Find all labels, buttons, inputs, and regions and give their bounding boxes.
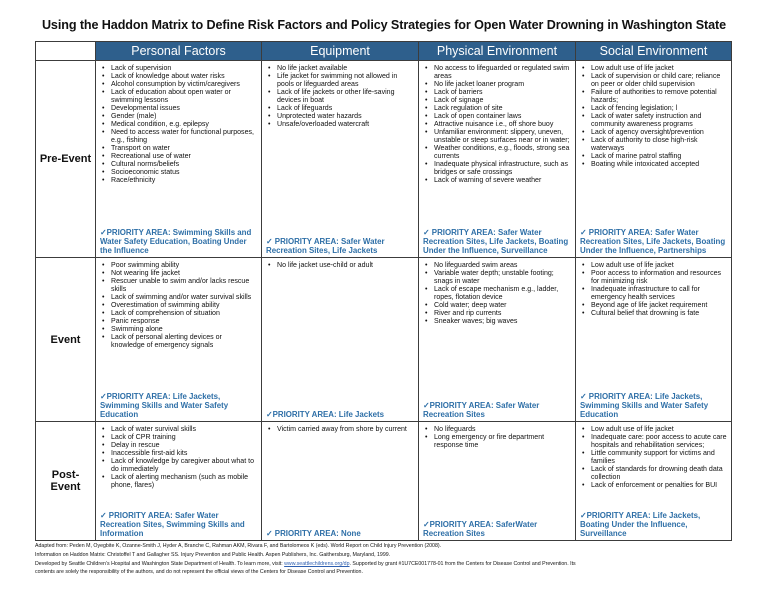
risk-factor-item: • Medical condition, e.g. epilepsy (100, 121, 257, 129)
priority-area-note: ✓ PRIORITY AREA: Safer Water Recreation Sites, Swimming Skills and Information (100, 511, 245, 538)
footer-developed-by (35, 560, 735, 569)
risk-factor-list (423, 262, 571, 326)
risk-factor-item: • Delay in rescue (100, 442, 257, 450)
risk-factor-item: • Not wearing life jacket (100, 270, 257, 278)
risk-factor-item: • Cold water; deep water (423, 302, 571, 310)
risk-factor-item: • Inaccessible first-aid kits (100, 450, 257, 458)
risk-factor-item: • Unfamiliar environment: slippery, uneven, unstable or steep surfaces near or in water; (423, 129, 571, 145)
cell-content (580, 65, 727, 255)
risk-factor-item: • Lack of supervision or child care; reliance on peer or older child supervision (580, 73, 727, 89)
footer-disclaimer: contents are solely the responsibility of the authors, and do not represent the official views of the Centers for Disease Control and Prevention. (35, 569, 363, 576)
row-event (36, 258, 732, 422)
risk-factor-item: • Lack of knowledge about water risks (100, 73, 257, 81)
cell-pre-event-personal (96, 61, 262, 258)
risk-factor-item: • Alcohol consumption by victim/caregivers (100, 81, 257, 89)
risk-factor-item: • Little community support for victims and families (580, 450, 727, 466)
risk-factor-item: • Lack of personal alerting devices or knowledge of emergency signals (100, 334, 257, 350)
cell-post-event-social (576, 422, 732, 541)
risk-factor-item: • Cultural norms/beliefs (100, 161, 257, 169)
risk-factor-item: • Lack of CPR training (100, 434, 257, 442)
risk-factor-item: • No lifeguarded swim areas (423, 262, 571, 270)
risk-factor-list (266, 262, 414, 270)
risk-factor-item: • Poor access to information and resources for minimizing risk (580, 270, 727, 286)
risk-factor-item: • Poor swimming ability (100, 262, 257, 270)
risk-factor-item: • Lack regulation of site (423, 105, 571, 113)
risk-factor-item: • Failure of authorities to remove potential hazards; (580, 89, 727, 105)
cell-content (100, 65, 257, 255)
footer-credits (35, 542, 735, 577)
risk-factor-item: • Weather conditions, e.g., floods, strong sea currents (423, 145, 571, 161)
risk-factor-item: • Race/ethnicity (100, 177, 257, 185)
cell-content (266, 262, 414, 419)
risk-factor-item: • Gender (male) (100, 113, 257, 121)
footer-website-link[interactable]: www.seattlechildrens.org/dp (284, 560, 350, 567)
risk-factor-list (423, 426, 571, 450)
cell-pre-event-equipment (262, 61, 419, 258)
risk-factor-item: • Unprotected water hazards (266, 113, 414, 121)
risk-factor-list (580, 65, 727, 169)
risk-factor-item: • Lack of lifeguards (266, 105, 414, 113)
cell-event-personal (96, 258, 262, 422)
row-post-event (36, 422, 732, 541)
cell-pre-event-physical (419, 61, 576, 258)
risk-factor-item: • Low adult use of life jacket (580, 426, 727, 434)
risk-factor-item: • Socioeconomic status (100, 169, 257, 177)
risk-factor-item: • Lack of standards for drowning death data collection (580, 466, 727, 482)
risk-factor-list (266, 426, 414, 434)
risk-factor-item: • Lack of knowledge by caregiver about what to do immediately (100, 458, 257, 474)
cell-content (423, 426, 571, 538)
risk-factor-item: • Lack of water safety instruction and community awareness programs (580, 113, 727, 129)
risk-factor-item: • No access to lifeguarded or regulated swim areas (423, 65, 571, 81)
footer-developed-by-text: Developed by Seattle Children’s Hospital and Washington State Department of Health. To learn more, visit: (35, 560, 285, 567)
risk-factor-item: • Victim carried away from shore by current (266, 426, 414, 434)
risk-factor-item: • Low adult use of life jacket (580, 262, 727, 270)
risk-factor-item: • Beyond age of life jacket requirement (580, 302, 727, 310)
page-title: Using the Haddon Matrix to Define Risk Factors and Policy Strategies for Open Water Drowning in Washington State (41, 18, 727, 32)
row-header-pre-event: Pre-Event (36, 61, 96, 258)
cell-pre-event-social (576, 61, 732, 258)
risk-factor-item: • Life jacket for swimming not allowed in pools or lifeguarded areas (266, 73, 414, 89)
cell-content (100, 262, 257, 419)
cell-content (266, 426, 414, 538)
cell-post-event-equipment (262, 422, 419, 541)
cell-content (266, 65, 414, 255)
cell-event-equipment (262, 258, 419, 422)
risk-factor-item: • Overestimation of swimming ability (100, 302, 257, 310)
risk-factor-item: • Inadequate physical infrastructure, such as bridges or safe crossings (423, 161, 571, 177)
priority-area-note: ✓PRIORITY AREA: Life Jackets, Boating Under the Influence, Surveillance (580, 511, 701, 538)
priority-area-note: ✓PRIORITY AREA: Safer Water Recreation Sites (423, 401, 540, 419)
risk-factor-item: • Cultural belief that drowning is fate (580, 310, 727, 318)
priority-area-note: ✓ PRIORITY AREA: None (266, 529, 361, 538)
risk-factor-item: • Lack of authority to close high-risk waterways (580, 137, 727, 153)
risk-factor-item: • Lack of signage (423, 97, 571, 105)
risk-factor-item: • Lack of life jackets or other life-saving devices in boat (266, 89, 414, 105)
footer-grant-text: . Supported by grant #1U7CE001778-01 from the Centers for Disease Control and Prevention. Its (349, 560, 576, 567)
risk-factor-item: • Rescuer unable to swim and/or lacks rescue skills (100, 278, 257, 294)
risk-factor-item: • Lack of warning of severe weather (423, 177, 571, 185)
risk-factor-list (100, 262, 257, 350)
cell-content (580, 262, 727, 419)
column-header-equipment: Equipment (262, 42, 419, 61)
risk-factor-item: • Lack of alerting mechanism (such as mobile phone, flares) (100, 474, 257, 490)
risk-factor-item: • Transport on water (100, 145, 257, 153)
cell-event-physical (419, 258, 576, 422)
risk-factor-item: • Low adult use of life jacket (580, 65, 727, 73)
row-header-event: Event (36, 258, 96, 422)
priority-area-note: ✓ PRIORITY AREA: Safer Water Recreation Sites, Life Jackets, Boating Under the Influence, Surveillance (423, 228, 569, 255)
cell-event-social (576, 258, 732, 422)
risk-factor-item: • Lack of water survival skills (100, 426, 257, 434)
risk-factor-item: • No lifeguards (423, 426, 571, 434)
priority-area-note: ✓PRIORITY AREA: Swimming Skills and Water Safety Education, Boating Under the Influence (100, 228, 252, 255)
row-header-post-event (36, 422, 96, 541)
risk-factor-item: • Lack of comprehension of situation (100, 310, 257, 318)
risk-factor-item: • Panic response (100, 318, 257, 326)
risk-factor-list (580, 426, 727, 490)
risk-factor-item: • Developmental issues (100, 105, 257, 113)
priority-area-note: ✓ PRIORITY AREA: Life Jackets, Swimming Skills and Water Safety Education (580, 392, 709, 419)
row-pre-event (36, 61, 732, 258)
risk-factor-item: • No life jacket available (266, 65, 414, 73)
priority-area-note: ✓ PRIORITY AREA: Safer Water Recreation Sites, Life Jackets (266, 237, 385, 255)
risk-factor-item: • Lack of open container laws (423, 113, 571, 121)
risk-factor-item: • Lack of supervision (100, 65, 257, 73)
priority-area-note: ✓PRIORITY AREA: Life Jackets (266, 410, 384, 419)
risk-factor-item: • Lack of enforcement or penalties for BUI (580, 482, 727, 490)
risk-factor-list (423, 65, 571, 185)
risk-factor-item: • Long emergency or fire department response time (423, 434, 571, 450)
risk-factor-list (266, 65, 414, 129)
priority-area-note: ✓PRIORITY AREA: SaferWater Recreation Sites (423, 520, 538, 538)
risk-factor-list (100, 426, 257, 490)
risk-factor-list (100, 65, 257, 185)
risk-factor-item: • Lack of agency oversight/prevention (580, 129, 727, 137)
priority-area-note: ✓PRIORITY AREA: Life Jackets, Swimming Skills and Water Safety Education (100, 392, 229, 419)
risk-factor-item: • Lack of marine patrol staffing (580, 153, 727, 161)
risk-factor-item: • Swimming alone (100, 326, 257, 334)
risk-factor-item: • Boating while intoxicated accepted (580, 161, 727, 169)
column-header-social-environment: Social Environment (576, 42, 732, 61)
risk-factor-item: • River and rip currents (423, 310, 571, 318)
risk-factor-item: • Lack of education about open water or swimming lessons (100, 89, 257, 105)
corner-cell (36, 42, 96, 61)
cell-content (423, 262, 571, 419)
cell-post-event-physical (419, 422, 576, 541)
risk-factor-item: • No life jacket loaner program (423, 81, 571, 89)
risk-factor-item: • Lack of escape mechanism e.g., ladder, ropes, flotation device (423, 286, 571, 302)
risk-factor-item: • Lack of barriers (423, 89, 571, 97)
risk-factor-list (580, 262, 727, 318)
risk-factor-item: • Sneaker waves; big waves (423, 318, 571, 326)
risk-factor-item: • Need to access water for functional purposes, e.g., fishing (100, 129, 257, 145)
column-header-personal-factors: Personal Factors (96, 42, 262, 61)
cell-content (100, 426, 257, 538)
footer-adapted-from: Adapted from: Peden M, Oyegbite K, Ozanne-Smith J, Hyder A, Branche C, Rahman AKM, Rivara F, and Bartolomeos K (eds). World Report on Child Injury Prevention (2008). (35, 543, 442, 549)
priority-area-note: ✓ PRIORITY AREA: Safer Water Recreation Sites, Life Jackets, Boating Under the Influence, Partnerships (580, 228, 726, 255)
risk-factor-item: • Lack of swimming and/or water survival skills (100, 294, 257, 302)
footer-haddon-info: Information on Haddon Matrix: Christoffel T and Gallagher SS. Injury Prevention and Public Health. Aspen Publishers, Inc. Gaithersburg, Maryland, 1999. (35, 551, 391, 558)
column-header-physical-environment: Physical Environment (419, 42, 576, 61)
risk-factor-item: • Attractive nuisance i.e., off shore buoy (423, 121, 571, 129)
cell-content (580, 426, 727, 538)
risk-factor-item: • Lack of fencing legislation; l (580, 105, 727, 113)
risk-factor-item: • Inadequate infrastructure to call for emergency health services (580, 286, 727, 302)
risk-factor-item: • No life jacket use-child or adult (266, 262, 414, 270)
matrix-body (36, 61, 732, 541)
risk-factor-item: • Variable water depth; unstable footing; snags in water (423, 270, 571, 286)
row-header-post-event-label: Post-Event (50, 469, 81, 493)
risk-factor-item: • Inadequate care: poor access to acute care hospitals and rehabilitation services; (580, 434, 727, 450)
risk-factor-item: • Recreational use of water (100, 153, 257, 161)
risk-factor-item: • Unsafe/overloaded watercraft (266, 121, 414, 129)
cell-post-event-personal (96, 422, 262, 541)
cell-content (423, 65, 571, 255)
haddon-matrix-table (35, 41, 732, 541)
